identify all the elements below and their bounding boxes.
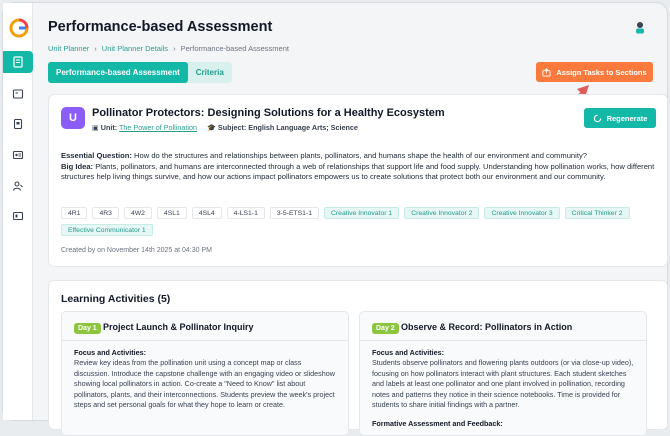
activity-body: Review key ideas from the pollination unit using a concept map or class discussion. Introduce the capstone challenge with an engaging video or slideshow showing local pollinators in action. Co-create a "Need to Know" list about pollinators, plants, and their interconnections. Students preview the week's project steps and set personal goals for what they hope to learn or create. [74,358,335,409]
avatar[interactable] [631,18,649,36]
activity-title: Project Launch & Pollinator Inquiry [103,322,254,332]
regenerate-button[interactable] [584,108,656,128]
main-content [33,3,667,428]
standard-tag: 3-5-ETS1-1 [270,207,319,219]
news-icon [12,210,24,222]
skill-tag: Creative Innovator 2 [404,207,479,219]
standard-tag: 4W2 [124,207,152,219]
essential-question-label: Essential Question: [61,151,132,160]
created-info: Created by on November 14th 2025 at 04:30 PM [61,247,212,254]
chevron-right-icon: › [173,44,176,53]
formative-assessment-label: Formative Assessment and Feedback: [372,419,503,428]
lesson-description [61,151,661,183]
activity-title: Observe & Record: Pollinators in Action [401,322,573,332]
breadcrumb-unit-planner-details[interactable]: Unit Planner Details [101,44,169,53]
day-badge: Day 1 [74,323,101,334]
page-title: Performance-based Assessment [48,19,273,35]
unit-icon: ▣ [92,123,99,132]
standard-tag: 4R3 [92,207,118,219]
sidebar-item-news[interactable] [7,205,29,227]
tab-performance-assessment[interactable]: Performance-based Assessment [48,62,188,83]
sidebar-item-clipboard[interactable] [7,113,29,135]
users-icon [12,180,24,192]
lesson-meta [92,123,358,132]
graduation-cap-icon: 🎓 [206,123,216,132]
divider [62,340,348,341]
learning-activities-card [48,280,668,430]
breadcrumb-current: Performance-based Assessment [180,44,289,53]
refresh-icon [593,114,602,123]
activity-card-day-1[interactable] [61,311,349,436]
app-logo[interactable] [9,18,29,38]
essential-question [61,151,661,162]
skill-tag: Effective Communicator 1 [61,224,153,236]
big-idea-text: Plants, pollinators, and humans are interconnected through a web of relationships that support life and food supply. Understanding how pollination works, how different structures help living things survive, and how our actions impact pollinators empowers us to create solutions that protect both our environment and our community. [61,161,655,181]
tab-bar [48,62,232,83]
unit-letter-icon: U [61,107,85,129]
standard-tag: 4SL4 [192,207,222,219]
id-card-icon [12,149,24,161]
skill-tag: Creative Innovator 1 [324,207,399,219]
activity-card-day-2[interactable] [359,311,647,436]
focus-label: Focus and Activities: [372,348,445,357]
unit-meta [92,123,197,132]
sidebar [3,3,33,420]
upload-icon [542,68,551,77]
standard-tag: 4-LS1-1 [227,207,265,219]
activity-body: Students observe pollinators and flowering plants outdoors (or via close-up video), focusing on how pollinators interact with plant structures. Each student sketches and labels at least one pollinator and one plant involved in pollination, recording notes and patterns they notice in their science notebooks. Time is provided for students to share initial findings with a partner. [372,358,634,409]
chevron-right-icon: › [94,44,97,53]
standard-tag: 4R1 [61,207,87,219]
big-idea-label: Big Idea: [61,161,94,171]
focus-label: Focus and Activities: [74,348,147,357]
breadcrumb [48,44,289,53]
sidebar-item-ids[interactable] [7,144,29,166]
essential-question-text: How do the structures and relationships between plants, pollinators, and humans shape the health of our environment and community? [134,151,587,160]
standard-tag: 4SL1 [157,207,187,219]
big-idea [61,162,661,183]
sidebar-item-documents[interactable] [3,51,33,73]
learning-activities-title: Learning Activities (5) [61,293,171,305]
unit-link[interactable]: The Power of Pollination [119,123,197,132]
lesson-title: Pollinator Protectors: Designing Solutions for a Healthy Ecosystem [92,107,445,119]
app-window [2,2,668,428]
divider [360,340,646,341]
skill-tag: Critical Thinker 2 [565,207,630,219]
assign-tasks-label: Assign Tasks to Sections [556,67,647,77]
book-icon [12,88,24,100]
regenerate-label: Regenerate [606,113,648,123]
subject-text: Subject: English Language Arts; Science [217,123,358,132]
subject-meta [207,123,358,132]
clipboard-icon [12,118,24,130]
tag-list [61,207,651,236]
assign-tasks-button[interactable] [536,62,653,82]
sidebar-item-users[interactable] [7,175,29,197]
day-badge: Day 2 [372,323,399,334]
tab-criteria[interactable]: Criteria [195,68,224,77]
document-icon [12,56,24,68]
lesson-card [48,94,668,267]
skill-tag: Creative Innovator 3 [484,207,559,219]
unit-meta-label: Unit: [100,123,118,132]
breadcrumb-unit-planner[interactable]: Unit Planner [48,44,90,53]
sidebar-item-books[interactable] [7,83,29,105]
